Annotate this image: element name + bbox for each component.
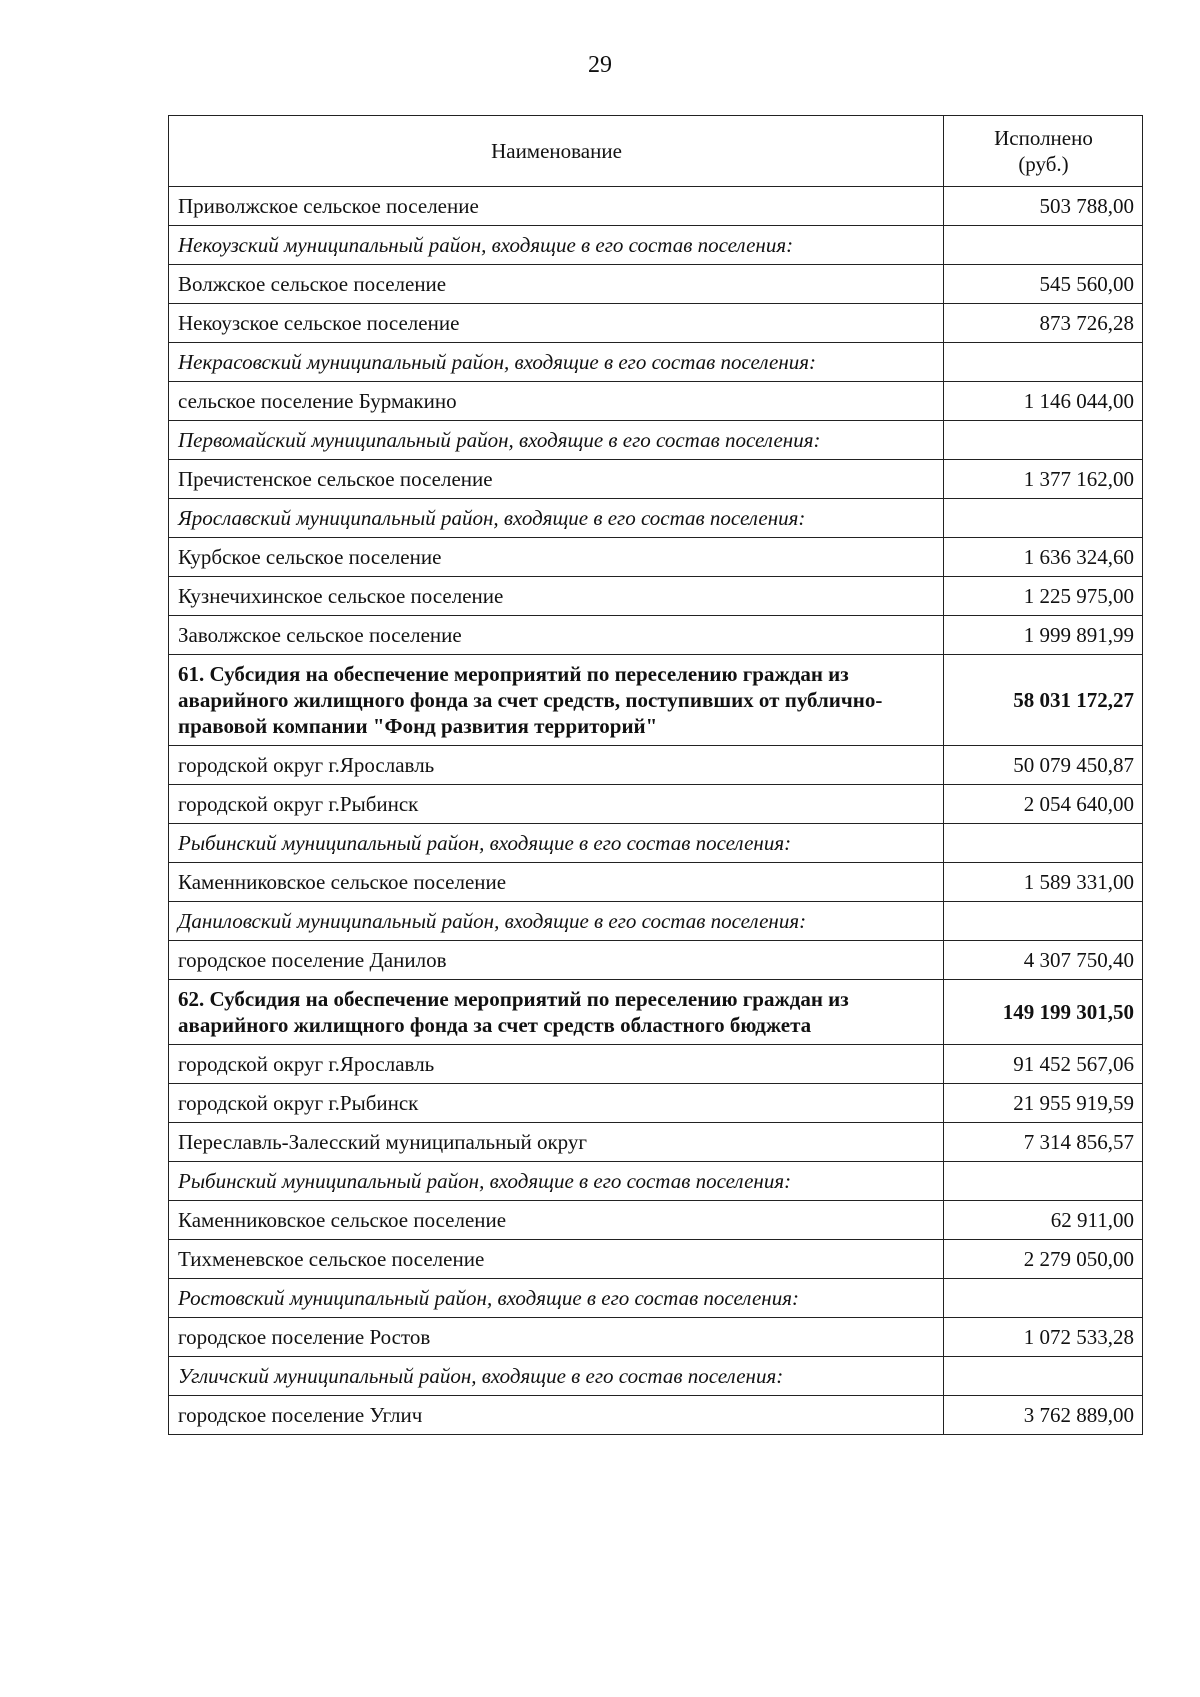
row-value-cell: 1 072 533,28 <box>944 1318 1143 1357</box>
row-name-cell: Даниловский муниципальный район, входящие в его состав поселения: <box>169 902 944 941</box>
table-row <box>169 1318 1143 1357</box>
section-row <box>169 980 1143 1045</box>
district-row <box>169 824 1143 863</box>
column-header-value-line2: (руб.) <box>1018 152 1069 176</box>
row-value-cell: 873 726,28 <box>944 304 1143 343</box>
row-value-cell: 7 314 856,57 <box>944 1123 1143 1162</box>
row-name-cell: 62. Субсидия на обеспечение мероприятий по переселению граждан из аварийного жилищного фонда за счет средств областного бюджета <box>169 980 944 1045</box>
row-value-cell: 2 054 640,00 <box>944 785 1143 824</box>
section-row <box>169 655 1143 746</box>
table-row <box>169 1396 1143 1435</box>
row-name-cell: Заволжское сельское поселение <box>169 616 944 655</box>
row-name-cell: городское поселение Данилов <box>169 941 944 980</box>
table-row <box>169 785 1143 824</box>
row-name-cell: Тихменевское сельское поселение <box>169 1240 944 1279</box>
row-value-cell: 1 589 331,00 <box>944 863 1143 902</box>
row-value-cell <box>944 226 1143 265</box>
district-row <box>169 902 1143 941</box>
table-row <box>169 863 1143 902</box>
row-name-cell: Пречистенское сельское поселение <box>169 460 944 499</box>
district-row <box>169 1279 1143 1318</box>
row-name-cell: Рыбинский муниципальный район, входящие в его состав поселения: <box>169 1162 944 1201</box>
row-value-cell: 1 377 162,00 <box>944 460 1143 499</box>
row-name-cell: городское поселение Углич <box>169 1396 944 1435</box>
row-value-cell <box>944 824 1143 863</box>
row-value-cell: 2 279 050,00 <box>944 1240 1143 1279</box>
row-value-cell: 91 452 567,06 <box>944 1045 1143 1084</box>
row-value-cell: 1 225 975,00 <box>944 577 1143 616</box>
column-header-name: Наименование <box>169 116 944 187</box>
table-row <box>169 941 1143 980</box>
table-row <box>169 1123 1143 1162</box>
table-row <box>169 1045 1143 1084</box>
table-row <box>169 1084 1143 1123</box>
table-row <box>169 538 1143 577</box>
table-row <box>169 746 1143 785</box>
row-value-cell <box>944 902 1143 941</box>
row-value-cell: 3 762 889,00 <box>944 1396 1143 1435</box>
row-name-cell: 61. Субсидия на обеспечение мероприятий по переселению граждан из аварийного жилищного фонда за счет средств, поступивших от публично-правовой компании "Фонд развития территорий" <box>169 655 944 746</box>
table-row <box>169 304 1143 343</box>
budget-table <box>168 115 1143 1435</box>
row-value-cell: 4 307 750,40 <box>944 941 1143 980</box>
table-row <box>169 460 1143 499</box>
row-name-cell: Волжское сельское поселение <box>169 265 944 304</box>
table-row <box>169 265 1143 304</box>
row-value-cell <box>944 343 1143 382</box>
row-value-cell: 21 955 919,59 <box>944 1084 1143 1123</box>
table-row <box>169 382 1143 421</box>
row-name-cell: Каменниковское сельское поселение <box>169 1201 944 1240</box>
row-name-cell: городской округ г.Ярославль <box>169 746 944 785</box>
row-value-cell: 50 079 450,87 <box>944 746 1143 785</box>
row-name-cell: Некоузское сельское поселение <box>169 304 944 343</box>
row-value-cell <box>944 421 1143 460</box>
district-row <box>169 343 1143 382</box>
district-row <box>169 499 1143 538</box>
row-value-cell: 58 031 172,27 <box>944 655 1143 746</box>
table-body <box>169 187 1143 1435</box>
district-row <box>169 1357 1143 1396</box>
row-name-cell: городской округ г.Ярославль <box>169 1045 944 1084</box>
district-row <box>169 226 1143 265</box>
page-number: 29 <box>588 52 612 78</box>
row-name-cell: городской округ г.Рыбинск <box>169 785 944 824</box>
row-value-cell: 1 636 324,60 <box>944 538 1143 577</box>
row-value-cell <box>944 1279 1143 1318</box>
row-value-cell <box>944 1357 1143 1396</box>
row-name-cell: сельское поселение Бурмакино <box>169 382 944 421</box>
row-name-cell: Рыбинский муниципальный район, входящие в его состав поселения: <box>169 824 944 863</box>
table-row <box>169 1240 1143 1279</box>
column-header-value-line1: Исполнено <box>994 126 1093 150</box>
row-value-cell: 545 560,00 <box>944 265 1143 304</box>
district-row <box>169 1162 1143 1201</box>
table-header-row <box>169 116 1143 187</box>
row-name-cell: городское поселение Ростов <box>169 1318 944 1357</box>
district-row <box>169 421 1143 460</box>
row-name-cell: Ростовский муниципальный район, входящие в его состав поселения: <box>169 1279 944 1318</box>
table-row <box>169 187 1143 226</box>
table-row <box>169 577 1143 616</box>
row-value-cell: 62 911,00 <box>944 1201 1143 1240</box>
row-value-cell: 1 999 891,99 <box>944 616 1143 655</box>
row-name-cell: городской округ г.Рыбинск <box>169 1084 944 1123</box>
row-value-cell <box>944 499 1143 538</box>
row-name-cell: Первомайский муниципальный район, входящие в его состав поселения: <box>169 421 944 460</box>
row-name-cell: Кузнечихинское сельское поселение <box>169 577 944 616</box>
row-value-cell: 1 146 044,00 <box>944 382 1143 421</box>
row-value-cell <box>944 1162 1143 1201</box>
row-name-cell: Курбское сельское поселение <box>169 538 944 577</box>
table-row <box>169 616 1143 655</box>
row-name-cell: Переславль-Залесский муниципальный округ <box>169 1123 944 1162</box>
column-header-value <box>944 116 1143 187</box>
row-value-cell: 149 199 301,50 <box>944 980 1143 1045</box>
row-name-cell: Угличский муниципальный район, входящие в его состав поселения: <box>169 1357 944 1396</box>
row-name-cell: Некрасовский муниципальный район, входящие в его состав поселения: <box>169 343 944 382</box>
row-name-cell: Некоузский муниципальный район, входящие в его состав поселения: <box>169 226 944 265</box>
row-value-cell: 503 788,00 <box>944 187 1143 226</box>
row-name-cell: Ярославский муниципальный район, входящие в его состав поселения: <box>169 499 944 538</box>
row-name-cell: Каменниковское сельское поселение <box>169 863 944 902</box>
row-name-cell: Приволжское сельское поселение <box>169 187 944 226</box>
table-row <box>169 1201 1143 1240</box>
